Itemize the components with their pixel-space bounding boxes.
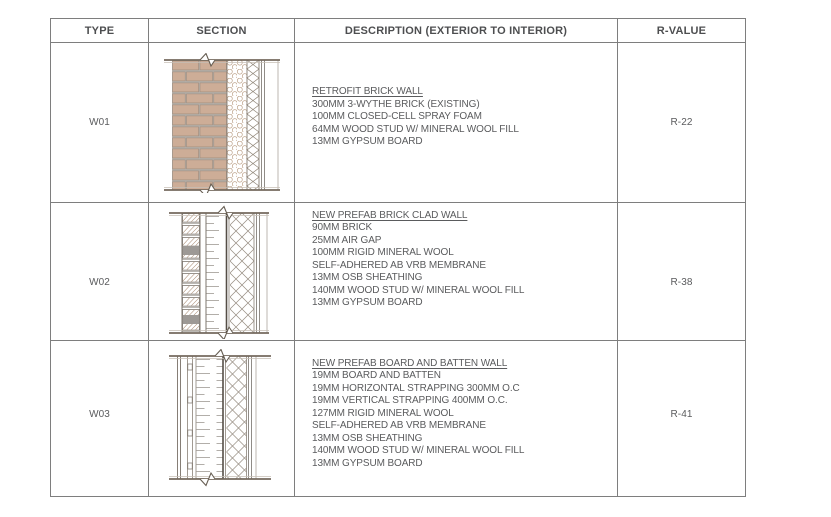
section-cell-w03 [149, 341, 295, 496]
description-cell-w01 [295, 43, 618, 203]
wall-layer: 19MM HORIZONTAL STRAPPING 300MM O.C [312, 382, 520, 394]
r-value-w03: R-41 [670, 408, 693, 420]
wall-title: NEW PREFAB BOARD AND BATTEN WALL [312, 357, 508, 369]
wall-layer: 140MM WOOD STUD W/ MINERAL WOOL FILL [312, 445, 525, 457]
wall-layer: 13MM GYPSUM BOARD [312, 136, 423, 148]
brickveneer-airgap-mineralwool-stud-gypsum-section-icon [167, 204, 277, 339]
wall-layer: 140MM WOOD STUD W/ MINERAL WOOL FILL [312, 284, 525, 296]
wall-layer: 100MM RIGID MINERAL WOOL [312, 247, 454, 258]
wall-type-label-w03: W03 [51, 341, 149, 496]
r-value-w01: R-22 [618, 43, 745, 203]
wall-layer: 13MM GYPSUM BOARD [312, 297, 423, 308]
wall-layer: 25MM AIR GAP [312, 234, 382, 246]
description-cell-w02 [295, 203, 618, 341]
wall-layer: 64MM WOOD STUD W/ MINERAL WOOL FILL [312, 123, 519, 135]
brick-sprayfoam-stud-gypsum-section-icon [162, 53, 282, 193]
wall-type-label-w01: W01 [51, 43, 149, 203]
wall-layer: 19MM VERTICAL STRAPPING 400MM O.C. [312, 395, 508, 407]
wall-layer: 19MM BOARD AND BATTEN [312, 370, 441, 382]
wall-type-label-w02: W02 [51, 203, 149, 341]
wall-layer: 100MM CLOSED-CELL SPRAY FOAM [312, 111, 482, 123]
description-cell-w03 [295, 341, 618, 496]
wall-layer: SELF-ADHERED AB VRB MEMBRANE [312, 420, 486, 432]
wall-layer: 13MM OSB SHEATHING [312, 272, 423, 283]
r-value-w02: R-38 [618, 203, 745, 341]
section-cell-w01 [149, 43, 295, 203]
column-header-rvalue: R-VALUE [618, 19, 745, 43]
wall-layer: 127MM RIGID MINERAL WOOL [312, 407, 454, 419]
column-header-description: DESCRIPTION (EXTERIOR TO INTERIOR) [295, 19, 618, 43]
wall-layer: 13MM OSB SHEATHING [312, 432, 423, 444]
wall-title: RETROFIT BRICK WALL [312, 86, 423, 98]
section-cell-w02 [149, 203, 295, 341]
wall-layer: SELF-ADHERED AB VRB MEMBRANE [312, 259, 486, 271]
wall-title: NEW PREFAB BRICK CLAD WALL [312, 209, 468, 221]
wall-layer: 90MM BRICK [312, 222, 373, 233]
column-header-section: SECTION [149, 19, 295, 43]
boardbatten-strapping-mineralwool-stud-gypsum-section-icon [167, 349, 277, 489]
column-header-type: TYPE [51, 19, 149, 43]
wall-layer: 300MM 3-WYTHE BRICK (EXISTING) [312, 98, 480, 110]
wall-layer: 13MM GYPSUM BOARD [312, 457, 423, 469]
wall-type-schedule-table [50, 18, 746, 497]
